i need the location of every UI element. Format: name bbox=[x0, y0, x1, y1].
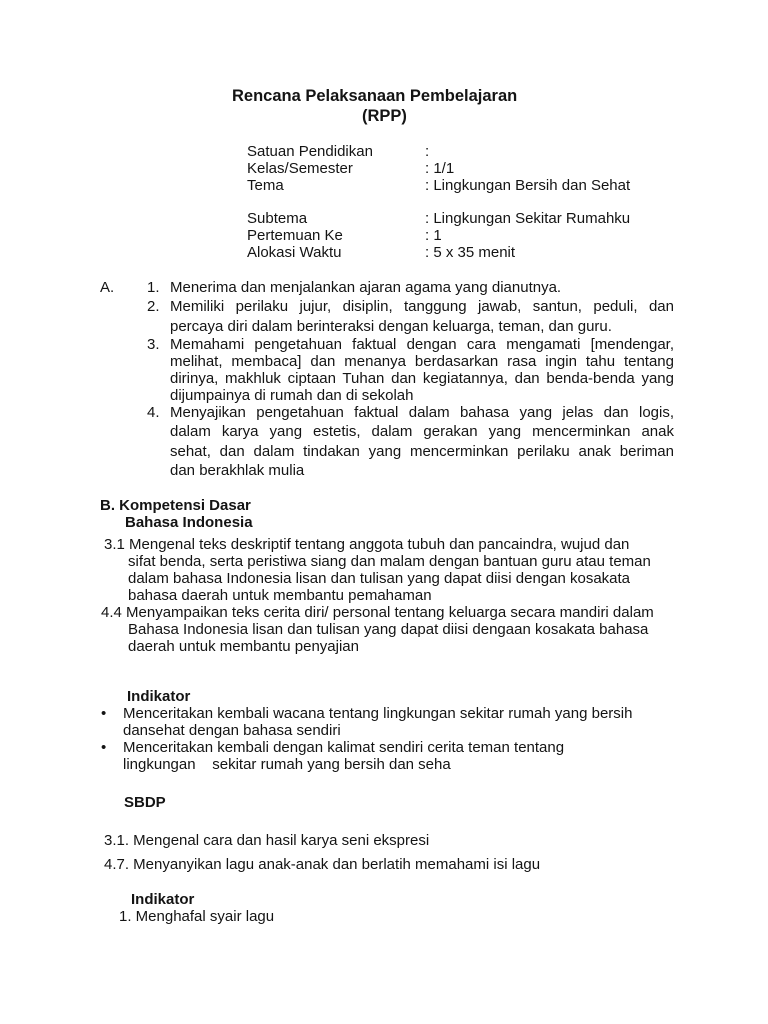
identity-label: Subtema bbox=[247, 210, 308, 227]
list-item-line: Memiliki perilaku jujur, disiplin, tanggung jawab, santun, peduli, dan bbox=[170, 298, 674, 315]
kd-line: sifat benda, serta peristiwa siang dan malam dengan bantuan guru atau teman bbox=[128, 553, 651, 570]
list-item-line: sehat, dan dalam tindakan yang mencerminkan perilaku anak beriman bbox=[170, 443, 674, 460]
indikator-line: dansehat dengan bahasa sendiri bbox=[123, 722, 341, 739]
identity-value: : Lingkungan Bersih dan Sehat bbox=[425, 177, 631, 194]
list-item-line: Menerima dan menjalankan ajaran agama yang dianutnya. bbox=[170, 279, 562, 296]
section-b-heading: B. Kompetensi Dasar bbox=[100, 497, 251, 514]
list-number: 1. bbox=[147, 279, 160, 296]
identity-label: Pertemuan Ke bbox=[247, 227, 343, 244]
kd-line: daerah untuk membantu penyajian bbox=[128, 638, 359, 655]
kd-line: 3.1. Mengenal cara dan hasil karya seni ekspresi bbox=[104, 832, 430, 849]
subject-heading: Bahasa Indonesia bbox=[125, 514, 253, 531]
identity-value: : 5 x 35 menit bbox=[425, 244, 516, 261]
kd-line: 4.4 Menyampaikan teks cerita diri/ personal tentang keluarga secara mandiri dalam bbox=[101, 604, 654, 621]
list-item-line: percaya diri dalam berinteraksi dengan keluarga, teman, dan guru. bbox=[170, 318, 612, 335]
kd-line: 3.1 Mengenal teks deskriptif tentang anggota tubuh dan pancaindra, wujud dan bbox=[104, 536, 630, 553]
identity-label: Alokasi Waktu bbox=[247, 244, 342, 261]
sbdp-heading: SBDP bbox=[124, 794, 166, 811]
document-title: Rencana Pelaksanaan Pembelajaran bbox=[232, 87, 518, 105]
kd-line: Bahasa Indonesia lisan dan tulisan yang dapat diisi dengaan kosakata bahasa bbox=[128, 621, 649, 638]
identity-value: : Lingkungan Sekitar Rumahku bbox=[425, 210, 631, 227]
list-item-line: Menyajikan pengetahuan faktual dalam bahasa yang jelas dan logis, bbox=[170, 404, 674, 421]
list-item-line: Memahami pengetahuan faktual dengan cara mengamati [mendengar, bbox=[170, 336, 674, 353]
indikator-line: Menceritakan kembali dengan kalimat sendiri cerita teman tentang bbox=[123, 739, 565, 756]
list-number: 2. bbox=[147, 298, 160, 315]
kd-line: bahasa daerah untuk membantu pemahaman bbox=[128, 587, 432, 604]
identity-value: : 1/1 bbox=[425, 160, 455, 177]
identity-value: : bbox=[425, 143, 430, 160]
kd-line: 4.7. Menyanyikan lagu anak-anak dan berlatih memahami isi lagu bbox=[104, 856, 541, 873]
list-item-line: dirinya, makhluk ciptaan Tuhan dan kegiatannya, dan benda-benda yang bbox=[170, 370, 674, 387]
indikator-heading: Indikator bbox=[131, 891, 195, 908]
identity-label: Tema bbox=[247, 177, 284, 194]
indikator-line: 1. Menghafal syair lagu bbox=[119, 908, 275, 925]
indikator-line: lingkungan sekitar rumah yang bersih dan seha bbox=[123, 756, 451, 773]
document-subtitle: (RPP) bbox=[362, 107, 407, 125]
identity-label: Satuan Pendidikan bbox=[247, 143, 373, 160]
list-item-line: dan berakhlak mulia bbox=[170, 462, 305, 479]
identity-label: Kelas/Semester bbox=[247, 160, 353, 177]
list-number: 4. bbox=[147, 404, 160, 421]
bullet: • bbox=[101, 739, 107, 756]
section-a-marker: A. bbox=[100, 279, 115, 296]
list-number: 3. bbox=[147, 336, 160, 353]
kd-line: dalam bahasa Indonesia lisan dan tulisan yang dapat diisi dengan kosakata bbox=[128, 570, 631, 587]
list-item-line: melihat, membaca] dan menanya berdasarkan rasa ingin tahu tentang bbox=[170, 353, 674, 370]
list-item-line: dijumpainya di rumah dan di sekolah bbox=[170, 387, 414, 404]
indikator-line: Menceritakan kembali wacana tentang lingkungan sekitar rumah yang bersih bbox=[123, 705, 633, 722]
list-item-line: dalam karya yang estetis, dalam gerakan yang mencerminkan anak bbox=[170, 423, 674, 440]
identity-value: : 1 bbox=[425, 227, 442, 244]
bullet: • bbox=[101, 705, 107, 722]
indikator-heading: Indikator bbox=[127, 688, 191, 705]
